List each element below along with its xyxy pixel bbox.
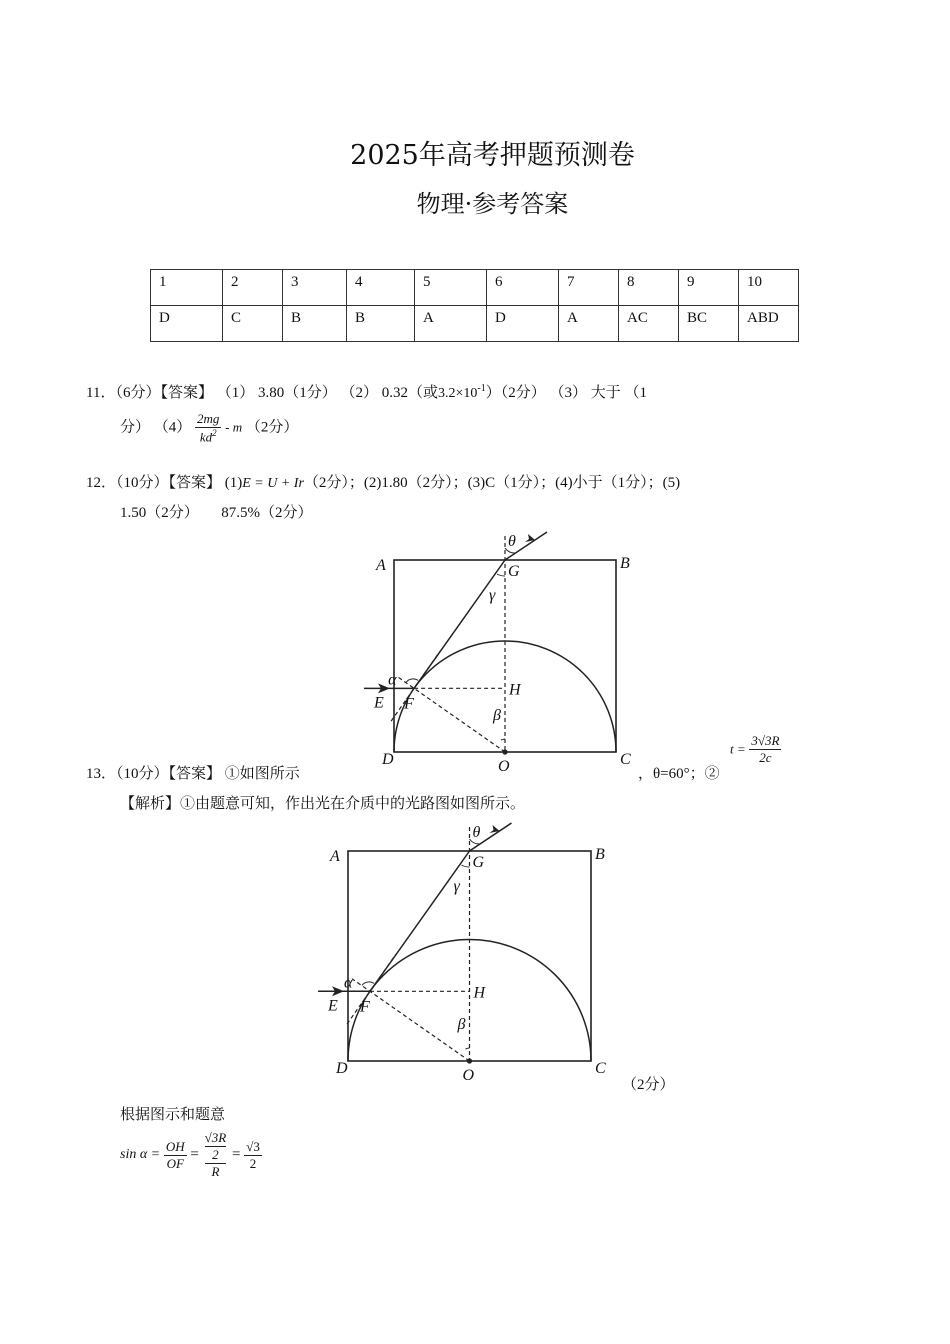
radius-fo <box>352 979 470 1061</box>
answer-number-cell: 6 <box>487 270 559 306</box>
optics-diagram-answer <box>355 528 645 778</box>
q11-frac-num: 2mg <box>197 411 220 426</box>
label-gamma: γ <box>489 587 496 604</box>
answer-value-cell: AC <box>619 306 679 342</box>
label-o: O <box>498 758 510 775</box>
answer-value-cell: A <box>559 306 619 342</box>
q12-formula: E = U + Ir <box>242 476 304 491</box>
answer-value-cell: B <box>283 306 347 342</box>
label-f: F <box>359 998 370 1016</box>
answer-table-number-row <box>151 270 799 306</box>
answer-value-cell: D <box>151 306 223 342</box>
q11-frac-den: kd <box>199 429 213 445</box>
q13-answer-line: 13．（10分）【答案】 ①如图所示 <box>86 766 300 782</box>
q11-minus-m: - m <box>225 419 243 435</box>
semicircle <box>348 940 591 1062</box>
optics-diagram-analysis <box>300 818 660 1086</box>
q13-answer-line-b: ，θ=60°；② <box>638 766 720 782</box>
label-h: H <box>509 681 521 699</box>
page-title: 2025年高考押题预测卷 <box>350 140 635 171</box>
q13-f2-num-top: √3R <box>204 1130 227 1145</box>
label-c: C <box>620 751 631 768</box>
q13-frac-result <box>244 1139 262 1172</box>
center-point <box>502 749 507 754</box>
center-point <box>467 1058 472 1063</box>
tangent-line <box>347 954 396 1024</box>
answer-number-cell: 7 <box>559 270 619 306</box>
label-c: C <box>595 1060 606 1077</box>
q13-f3-den: 2 <box>249 1155 257 1171</box>
answer-value-cell: D <box>487 306 559 342</box>
gamma-arc <box>462 865 470 867</box>
alpha-arc <box>406 679 418 682</box>
label-e: E <box>374 694 384 712</box>
q13-f1-den: OF <box>166 1155 184 1171</box>
label-beta: β <box>493 707 501 724</box>
q11-prefix: 11．（6分）【答案】 （1） 3.80（1分） （2） 0.32（或 <box>86 385 438 401</box>
q11-alt-exp: -1 <box>477 383 486 394</box>
q13-equals-1: = <box>190 1146 199 1163</box>
label-f: F <box>404 695 414 713</box>
label-gamma: γ <box>453 878 460 895</box>
answer-value-cell: C <box>223 306 283 342</box>
label-b: B <box>595 846 605 863</box>
label-b: B <box>620 555 630 572</box>
alpha-arc <box>362 982 374 985</box>
q13-t-den: 2c <box>759 750 772 765</box>
q11-line1 <box>86 381 647 402</box>
label-d: D <box>336 1060 348 1077</box>
q13-f2-den: R <box>211 1164 220 1179</box>
q13-sin-lhs: sin α = <box>120 1147 161 1162</box>
answer-number-cell: 9 <box>679 270 739 306</box>
q13-f2-num-bot: 2 <box>205 1147 227 1164</box>
answer-value-cell: ABD <box>739 306 799 342</box>
answer-value-cell: B <box>347 306 415 342</box>
radius-fo <box>396 676 505 752</box>
q13-frac-oh-of <box>164 1139 187 1172</box>
q13-basis: 根据图示和题意 <box>120 1107 226 1123</box>
tangent-line <box>391 651 440 721</box>
label-a: A <box>376 557 386 574</box>
q13-t-num: 3√3R <box>751 733 780 748</box>
label-a: A <box>330 848 340 865</box>
beta-arc <box>466 1048 470 1049</box>
label-g: G <box>472 854 485 871</box>
label-theta: θ <box>508 533 516 550</box>
answer-number-cell: 5 <box>415 270 487 306</box>
q13-f1-num: OH <box>165 1138 185 1154</box>
label-theta: θ <box>472 824 481 841</box>
q12-line2: 1.50（2分） 87.5%（2分） <box>120 505 313 521</box>
page-subtitle: 物理·参考答案 <box>416 190 569 218</box>
q13-t-lhs: t = <box>730 741 746 757</box>
answer-number-cell: 1 <box>151 270 223 306</box>
q12-line1 <box>86 471 680 492</box>
answer-number-cell: 2 <box>223 270 283 306</box>
answer-number-cell: 3 <box>283 270 347 306</box>
q13-frac-r <box>203 1130 229 1180</box>
q13-time-formula <box>730 733 781 766</box>
label-g: G <box>508 563 520 580</box>
answer-value-cell: A <box>415 306 487 342</box>
q13-score-note: （2分） <box>622 1077 675 1093</box>
q11-line2 <box>120 411 298 445</box>
answer-table <box>150 269 799 342</box>
label-h: H <box>473 984 486 1002</box>
q13-analysis: 【解析】①由题意可知，作出光在介质中的光路图如图所示。 <box>120 796 526 812</box>
q11-line2a: 分） （4） <box>120 419 192 436</box>
label-alpha: α <box>388 671 397 689</box>
answer-value-cell: BC <box>679 306 739 342</box>
q11-mid: ）（2分） （3） 大于 （1 <box>485 385 647 401</box>
label-o: O <box>462 1067 475 1084</box>
q11-fraction <box>195 411 221 445</box>
answer-table-answer-row <box>151 306 799 342</box>
label-e: E <box>328 997 338 1015</box>
q12-line1b: （2分）；(2)1.80（2分）；(3)C（1分）；(4)小于（1分）；(5) <box>303 475 681 491</box>
q11-line2b: （2分） <box>245 419 299 436</box>
gamma-arc <box>497 574 505 576</box>
label-alpha: α <box>343 974 353 992</box>
q11-alt-value: 3.2×10 <box>437 386 478 401</box>
q13-t-frac <box>749 733 781 766</box>
q13-sin-equation <box>120 1130 262 1180</box>
answer-number-cell: 4 <box>347 270 415 306</box>
q13-f3-num: √3 <box>246 1138 260 1154</box>
answer-number-cell: 10 <box>739 270 799 306</box>
q12-line1a: 12．（10分）【答案】 (1) <box>86 475 243 491</box>
label-beta: β <box>457 1016 466 1033</box>
q11-frac-den-exp: 2 <box>212 428 217 438</box>
q13-equals-2: = <box>231 1146 241 1163</box>
answer-number-cell: 8 <box>619 270 679 306</box>
label-d: D <box>382 751 394 768</box>
